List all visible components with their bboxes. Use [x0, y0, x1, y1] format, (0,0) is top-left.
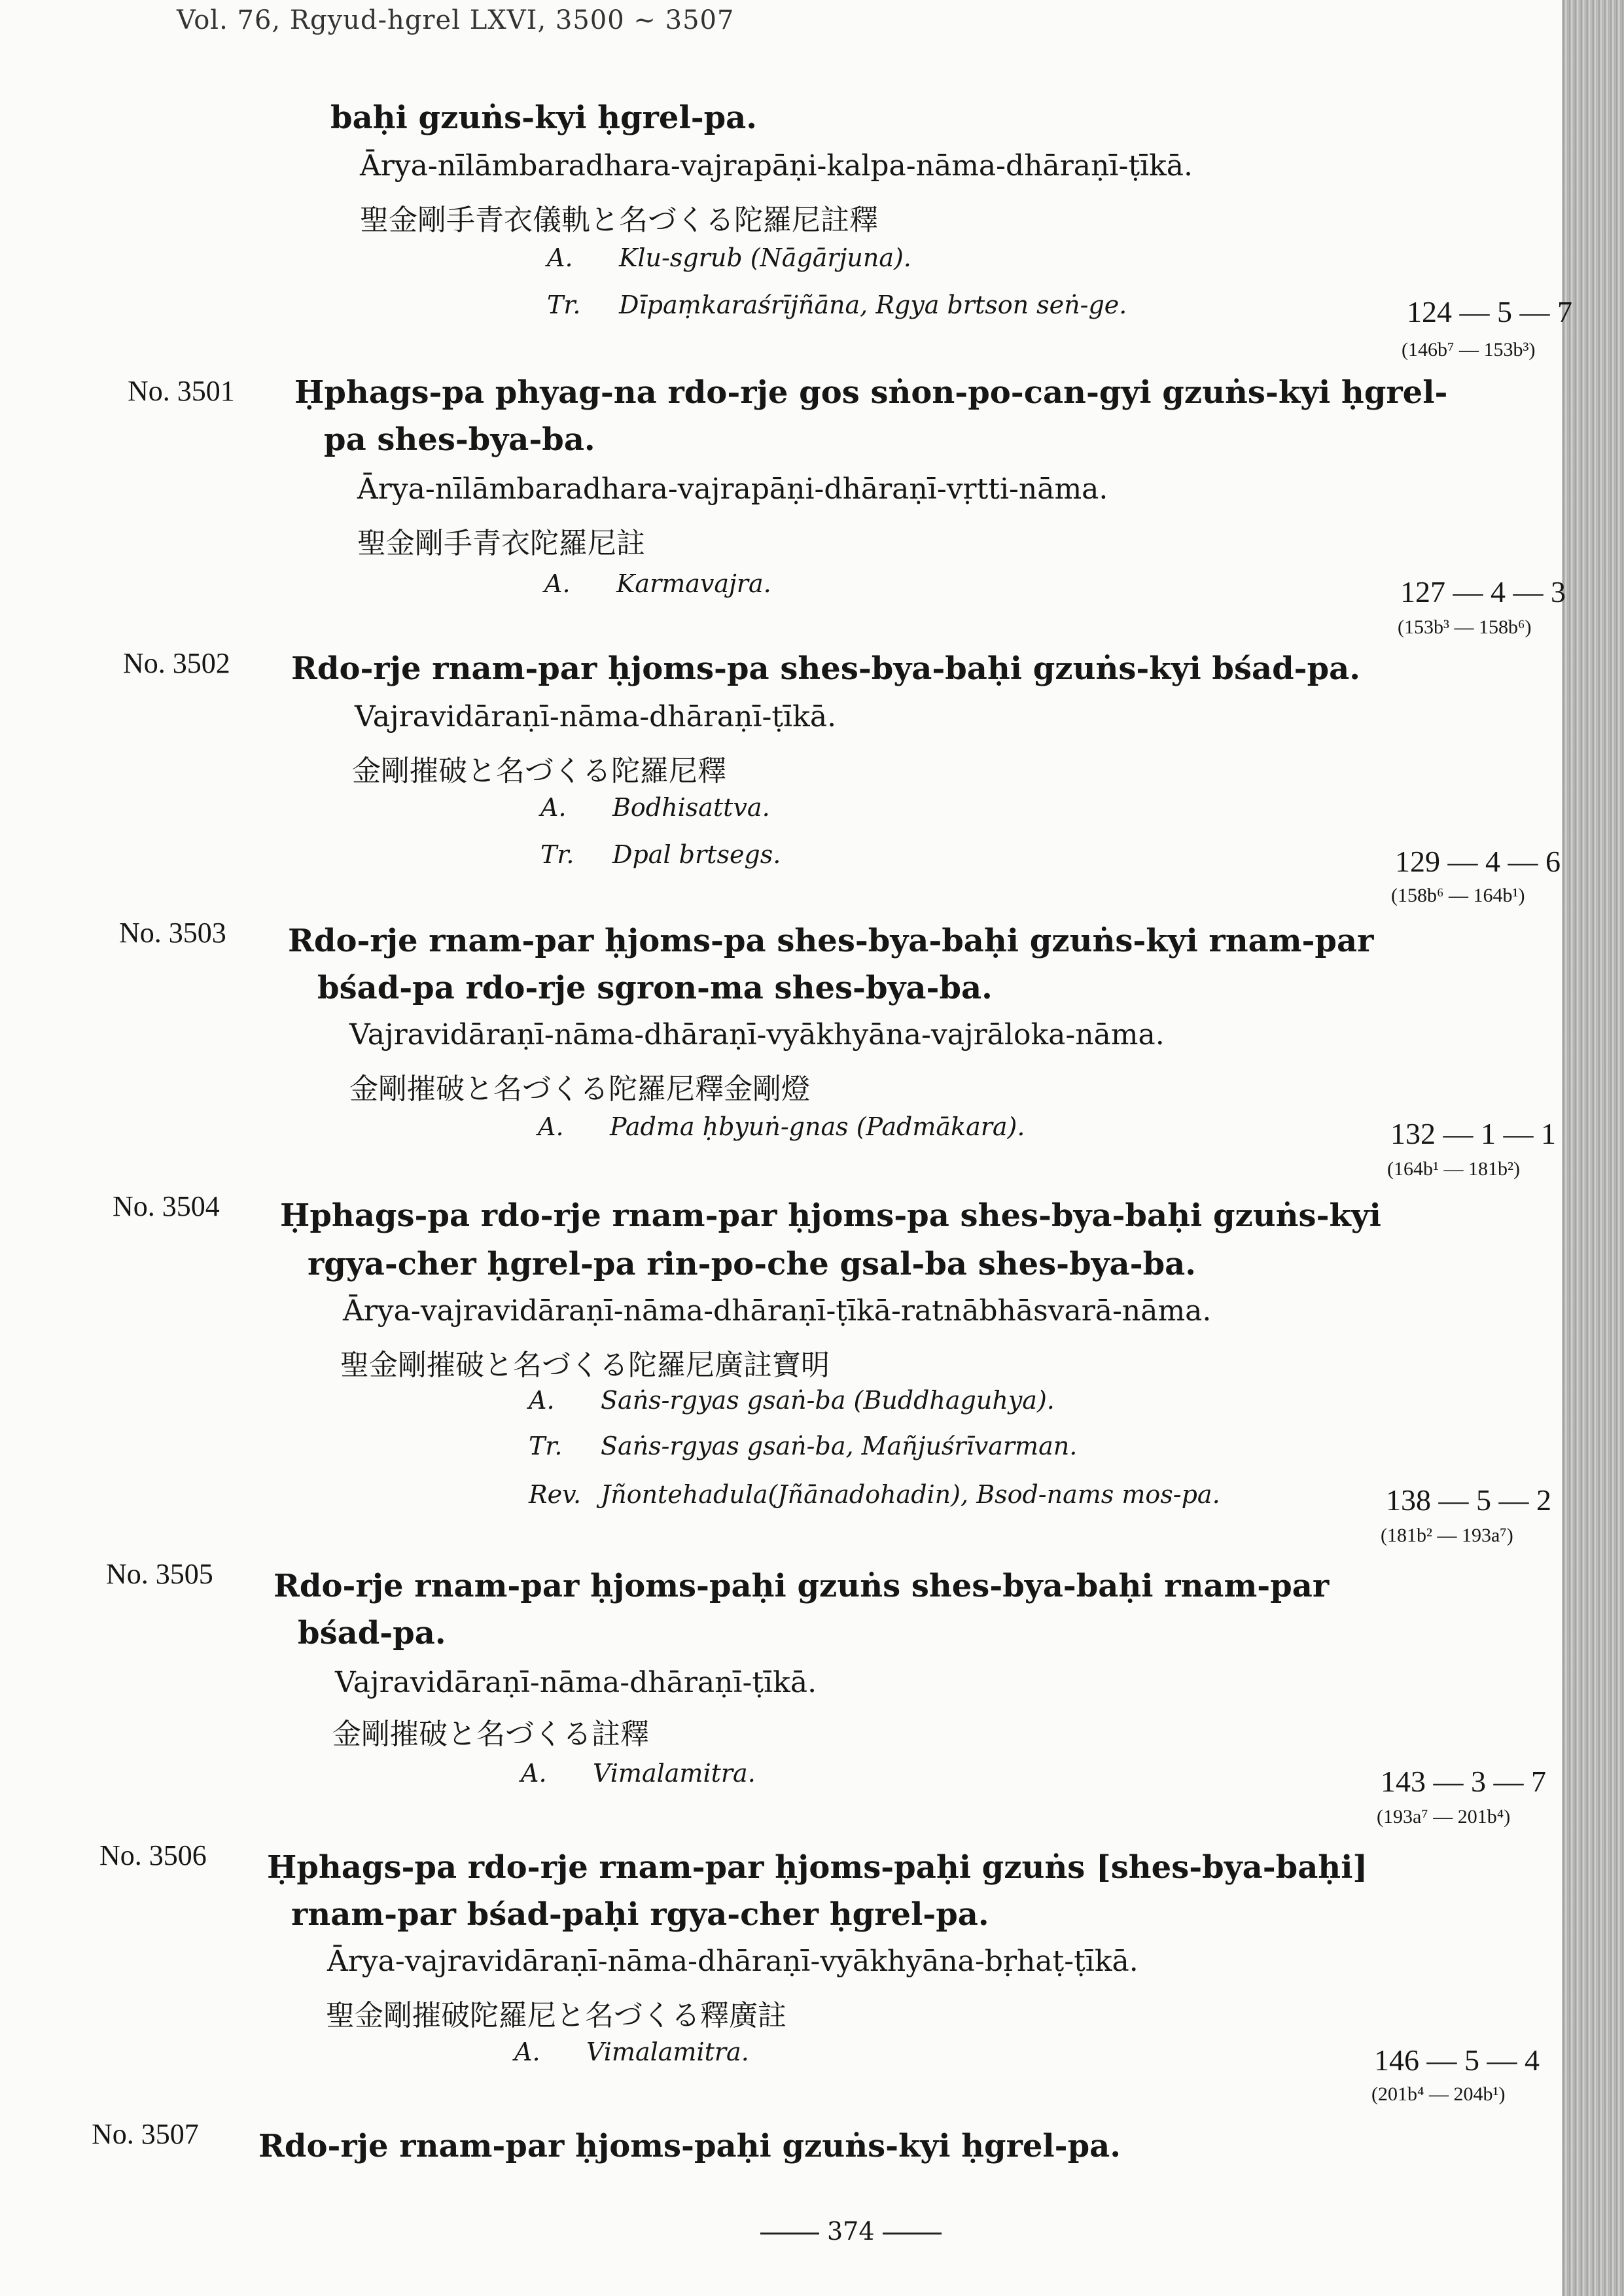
folio-range: (146b⁷ — 153b³) [1402, 339, 1536, 361]
entry-title-line: Rdo-rje rnam-par ḥjoms-paḥi gzuṅs shes-bya-baḥi rnam-par [274, 1568, 1330, 1604]
volume-page-ref: 146 — 5 — 4 [1374, 2043, 1540, 2077]
running-header: Vol. 76, Rgyud-hgrel LXVI, 3500 ~ 3507 [177, 5, 735, 35]
volume-page-ref: 143 — 3 — 7 [1381, 1765, 1546, 1798]
volume-page-ref: 138 — 5 — 2 [1386, 1483, 1551, 1517]
sanskrit-title: Ārya-vajravidāraṇī-nāma-dhāraṇī-vyākhyāna-bṛhaṭ-ṭīkā. [327, 1945, 1139, 1978]
japanese-title: 金剛摧破と名づくる陀羅尼釋 [352, 754, 726, 788]
sanskrit-title: Vajravidāraṇī-nāma-dhāraṇī-ṭīkā. [335, 1666, 817, 1699]
entry-number: No. 3503 [119, 917, 226, 949]
footer-rule-left [760, 2233, 819, 2234]
credit-line: A. Saṅs-rgyas gsaṅ-ba (Buddhaguhya). [529, 1386, 1055, 1415]
entry-number: No. 3505 [106, 1558, 213, 1590]
credit-line: A. Karmavajra. [544, 569, 771, 598]
credit-line: A. Padma ḥbyuṅ-gnas (Padmākara). [538, 1112, 1025, 1141]
entry-title-line: bśad-pa. [298, 1615, 446, 1651]
entry-title-line: rnam-par bśad-paḥi rgya-cher ḥgrel-pa. [291, 1896, 989, 1933]
entry-title-line: Ḥphags-pa phyag-na rdo-rje gos sṅon-po-can-gyi gzuṅs-kyi ḥgrel- [294, 374, 1448, 411]
folio-range: (158b⁶ — 164b¹) [1391, 885, 1525, 906]
credit-line: A. Vimalamitra. [521, 1759, 756, 1788]
japanese-title: 聖金剛手青衣儀軌と名づくる陀羅尼註釋 [360, 203, 878, 237]
folio-range: (193a⁷ — 201b⁴) [1377, 1806, 1511, 1828]
credit-line: Tr. Dpal brtsegs. [540, 840, 781, 869]
folio-range: (201b⁴ — 204b¹) [1371, 2083, 1506, 2105]
entry-title-line: Rdo-rje rnam-par ḥjoms-paḥi gzuṅs-kyi ḥgrel-pa. [258, 2128, 1121, 2164]
credit-line: Tr. Saṅs-rgyas gsaṅ-ba, Mañjuśrīvarman. [529, 1432, 1078, 1460]
credit-line: A. Bodhisattva. [540, 793, 770, 822]
folio-range: (181b² — 193a⁷) [1381, 1525, 1513, 1546]
entry-number: No. 3502 [123, 647, 230, 679]
credit-line: Rev. Jñontehadula(Jñānadohadin), Bsod-nams mos-pa. [529, 1480, 1220, 1509]
entry-number: No. 3504 [113, 1190, 220, 1222]
entry-title-line: Rdo-rje rnam-par ḥjoms-pa shes-bya-baḥi gzuṅs-kyi bśad-pa. [291, 650, 1360, 687]
entry-title-line: Ḥphags-pa rdo-rje rnam-par ḥjoms-paḥi gzuṅs [shes-bya-baḥi] [267, 1849, 1368, 1886]
entry-number: No. 3507 [92, 2118, 199, 2150]
folio-range: (153b³ — 158b⁶) [1398, 616, 1532, 638]
page-number: 374 [827, 2217, 875, 2246]
entry-title-line: baḥi gzuṅs-kyi ḥgrel-pa. [330, 99, 757, 136]
japanese-title: 聖金剛摧破陀羅尼と名づくる釋廣註 [326, 1999, 786, 2032]
volume-page-ref: 129 — 4 — 6 [1395, 845, 1561, 878]
volume-page-ref: 132 — 1 — 1 [1390, 1117, 1556, 1150]
scan-edge-shadow [1562, 0, 1624, 2296]
credit-line: Tr. Dīpaṃkaraśrījñāna, Rgya brtson seṅ-ge. [547, 291, 1127, 319]
sanskrit-title: Vajravidāraṇī-nāma-dhāraṇī-vyākhyāna-vajrāloka-nāma. [349, 1018, 1165, 1051]
credit-line: A. Vimalamitra. [514, 2038, 749, 2066]
volume-page-ref: 124 — 5 — 7 [1407, 295, 1572, 328]
japanese-title: 金剛摧破と名づくる陀羅尼釋金剛燈 [349, 1072, 810, 1106]
footer-rule-right [883, 2233, 942, 2234]
sanskrit-title: Ārya-nīlāmbaradhara-vajrapāṇi-kalpa-nāma-dhāraṇī-ṭīkā. [360, 149, 1193, 183]
japanese-title: 聖金剛手青衣陀羅尼註 [357, 527, 645, 560]
entry-title-line: Rdo-rje rnam-par ḥjoms-pa shes-bya-baḥi gzuṅs-kyi rnam-par [288, 923, 1374, 959]
japanese-title: 金剛摧破と名づくる註釋 [332, 1718, 649, 1751]
entry-title-line: bśad-pa rdo-rje sgron-ma shes-bya-ba. [317, 970, 993, 1006]
entry-number: No. 3506 [99, 1839, 207, 1871]
page-footer [752, 2217, 949, 2246]
entry-number: No. 3501 [128, 375, 235, 407]
sanskrit-title: Ārya-vajravidāraṇī-nāma-dhāraṇī-ṭīkā-ratnābhāsvarā-nāma. [343, 1294, 1212, 1328]
sanskrit-title: Ārya-nīlāmbaradhara-vajrapāṇi-dhāraṇī-vṛtti-nāma. [357, 472, 1108, 506]
entry-title-line: pa shes-bya-ba. [324, 421, 595, 458]
credit-line: A. Klu-sgrub (Nāgārjuna). [547, 243, 911, 272]
japanese-title: 聖金剛摧破と名づくる陀羅尼廣註寶明 [340, 1349, 830, 1382]
folio-range: (164b¹ — 181b²) [1387, 1158, 1520, 1180]
sanskrit-title: Vajravidāraṇī-nāma-dhāraṇī-ṭīkā. [355, 700, 837, 733]
entry-title-line: rgya-cher ḥgrel-pa rin-po-che gsal-ba shes-bya-ba. [308, 1246, 1196, 1282]
entry-title-line: Ḥphags-pa rdo-rje rnam-par ḥjoms-pa shes-bya-baḥi gzuṅs-kyi [280, 1197, 1381, 1234]
volume-page-ref: 127 — 4 — 3 [1400, 575, 1566, 609]
